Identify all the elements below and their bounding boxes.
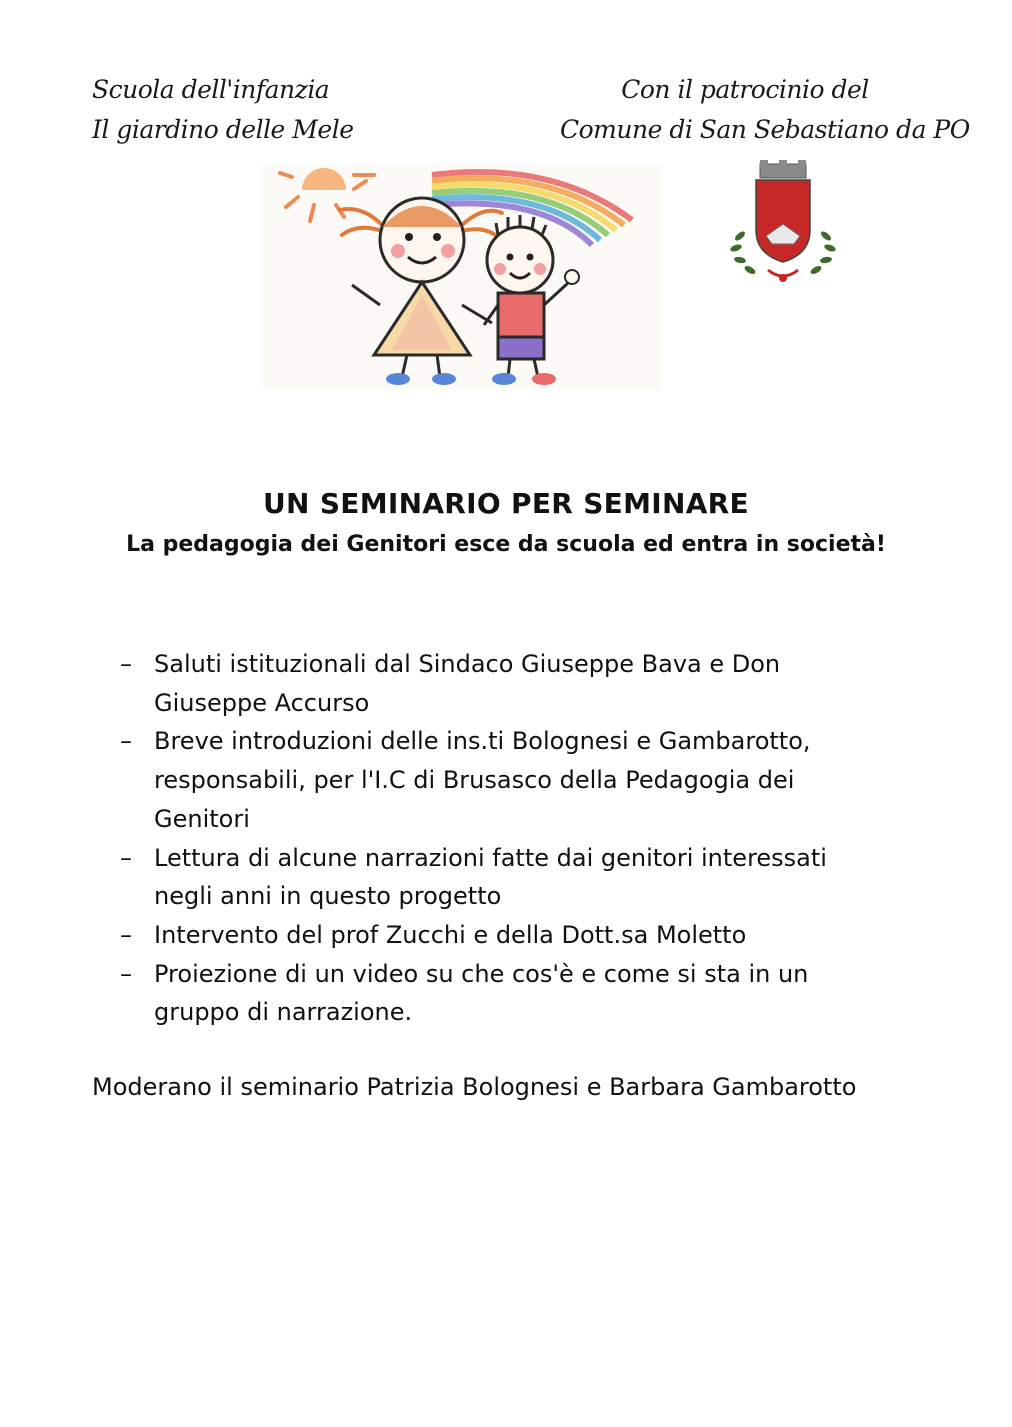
agenda-item-line: Lettura di alcune narrazioni fatte dai genitori interessati	[154, 843, 827, 872]
agenda-item-line: Genitori	[154, 804, 250, 833]
agenda-item	[120, 645, 920, 722]
page-subtitle: La pedagogia dei Genitori esce da scuola ed entra in società!	[126, 532, 886, 557]
agenda-item	[120, 722, 920, 838]
dash-bullet	[120, 916, 140, 955]
children-drawing-icon	[262, 165, 662, 390]
page-title: UN SEMINARIO PER SEMINARE	[263, 487, 749, 520]
municipal-crest-icon	[722, 158, 844, 290]
agenda-item-line: Proiezione di un video su che cos'è e come si sta in un	[154, 959, 809, 988]
patronage	[560, 70, 970, 150]
dash-bullet	[120, 722, 140, 761]
agenda-item	[120, 839, 920, 916]
moderators-note: Moderano il seminario Patrizia Bolognesi e Barbara Gambarotto	[92, 1073, 857, 1101]
agenda-item-line: responsabili, per l'I.C di Brusasco della Pedagogia dei	[154, 766, 795, 795]
patronage-line-2: Comune di San Sebastiano da PO	[560, 115, 970, 144]
agenda-item	[120, 955, 920, 1032]
school-line-2: Il giardino delle Mele	[92, 115, 354, 144]
patronage-line-1: Con il patrocinio del	[621, 75, 869, 104]
dash-bullet	[120, 645, 140, 684]
agenda-item	[120, 916, 920, 955]
agenda-item-line: Saluti istituzionali dal Sindaco Giuseppe Bava e Don	[154, 650, 781, 678]
dash-bullet	[120, 955, 140, 994]
agenda-item-line: Intervento del prof Zucchi e della Dott.sa Moletto	[154, 920, 747, 949]
school-name	[92, 70, 354, 150]
agenda-item-line: Breve introduzioni delle ins.ti Bolognesi e Gambarotto,	[154, 727, 811, 756]
dash-bullet	[120, 839, 140, 878]
agenda-item-line: negli anni in questo progetto	[154, 882, 502, 911]
agenda-item-line: Giuseppe Accurso	[154, 688, 370, 717]
agenda-list	[120, 645, 920, 1032]
agenda-item-line: gruppo di narrazione.	[154, 998, 413, 1027]
school-line-1: Scuola dell'infanzia	[92, 75, 330, 104]
